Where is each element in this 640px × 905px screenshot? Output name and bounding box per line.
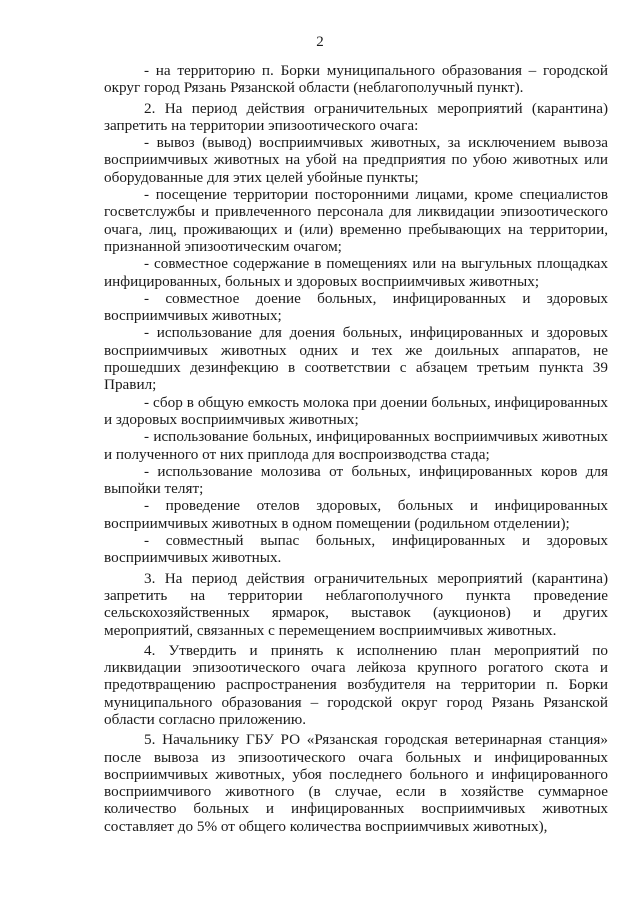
paragraph-item-4: 4. Утвердить и принять к исполнению план мероприятий по ликвидации эпизоотического очага лейкоза крупного рогатого скота и предотвращению распространения возбудителя на территории п. Борки муниципального образования – городской округ город Рязань Рязанской области согласно приложению.: [104, 641, 608, 728]
paragraph-ban-shared-machines: - использование для доения больных, инфицированных и здоровых восприимчивых животных одних и тех же доильных аппаратов, не прошедших дезинфекцию в соответствии с абзацем третьим пункта 39 Правил;: [104, 324, 608, 394]
paragraph-borki-territory: - на территорию п. Борки муниципального образования – городской округ город Рязань Рязанской области (неблагополучный пункт).: [104, 62, 608, 97]
paragraph-ban-colostrum: - использование молозива от больных, инфицированных коров для выпойки телят;: [104, 462, 608, 498]
document-body: [104, 62, 608, 835]
paragraph-ban-visits: - посещение территории посторонними лицами, кроме специалистов госветслужбы и привлеченного персонала для ликвидации эпизоотического очага, лиц, проживающих и (или) временно пребывающих на территории, признанной эпизоотическим очагом;: [104, 186, 608, 255]
paragraph-item-3: 3. На период действия ограничительных мероприятий (карантина) запретить на территории неблагополучного пункта проведение сельскохозяйственных ярмарок, выставок (аукционов) и других мероприятий, связанных с перемещением восприимчивых животных.: [104, 569, 608, 639]
page-number: 2: [316, 34, 324, 50]
paragraph-ban-joint-keeping: - совместное содержание в помещениях или на выгульных площадках инфицированных, больных и здоровых восприимчивых животных;: [104, 255, 608, 290]
paragraph-ban-grazing: - совместный выпас больных, инфицированных и здоровых восприимчивых животных.: [104, 532, 608, 567]
paragraph-item-5: 5. Начальнику ГБУ РО «Рязанская городская ветеринарная станция» после вывоза из эпизоотического очага больных и инфицированных восприимчивых животных, убоя последнего больного и инфицированного восприимчивого животного (в случае, если в хозяйстве суммарное количество больных и инфицированных восприимчивых животных составляет до 5% от общего количества восприимчивых животных),: [104, 731, 608, 835]
paragraph-ban-joint-milking: - совместное доение больных, инфицированных и здоровых восприимчивых животных;: [104, 289, 608, 325]
paragraph-ban-milk-collection: - сбор в общую емкость молока при доении больных, инфицированных и здоровых восприимчивых животных;: [104, 393, 608, 428]
paragraph-item-2: 2. На период действия ограничительных мероприятий (карантина) запретить на территории эпизоотического очага:: [104, 99, 608, 134]
paragraph-ban-calving: - проведение отелов здоровых, больных и инфицированных восприимчивых животных в одном помещении (родильном отделении);: [104, 497, 608, 532]
paragraph-ban-reproduction: - использование больных, инфицированных восприимчивых животных и полученного от них приплода для воспроизводства стада;: [104, 428, 608, 463]
paragraph-ban-export: - вывоз (вывод) восприимчивых животных, за исключением вывоза восприимчивых животных на убой на предприятия по убою животных или оборудованные для этих целей убойные пункты;: [104, 134, 608, 186]
